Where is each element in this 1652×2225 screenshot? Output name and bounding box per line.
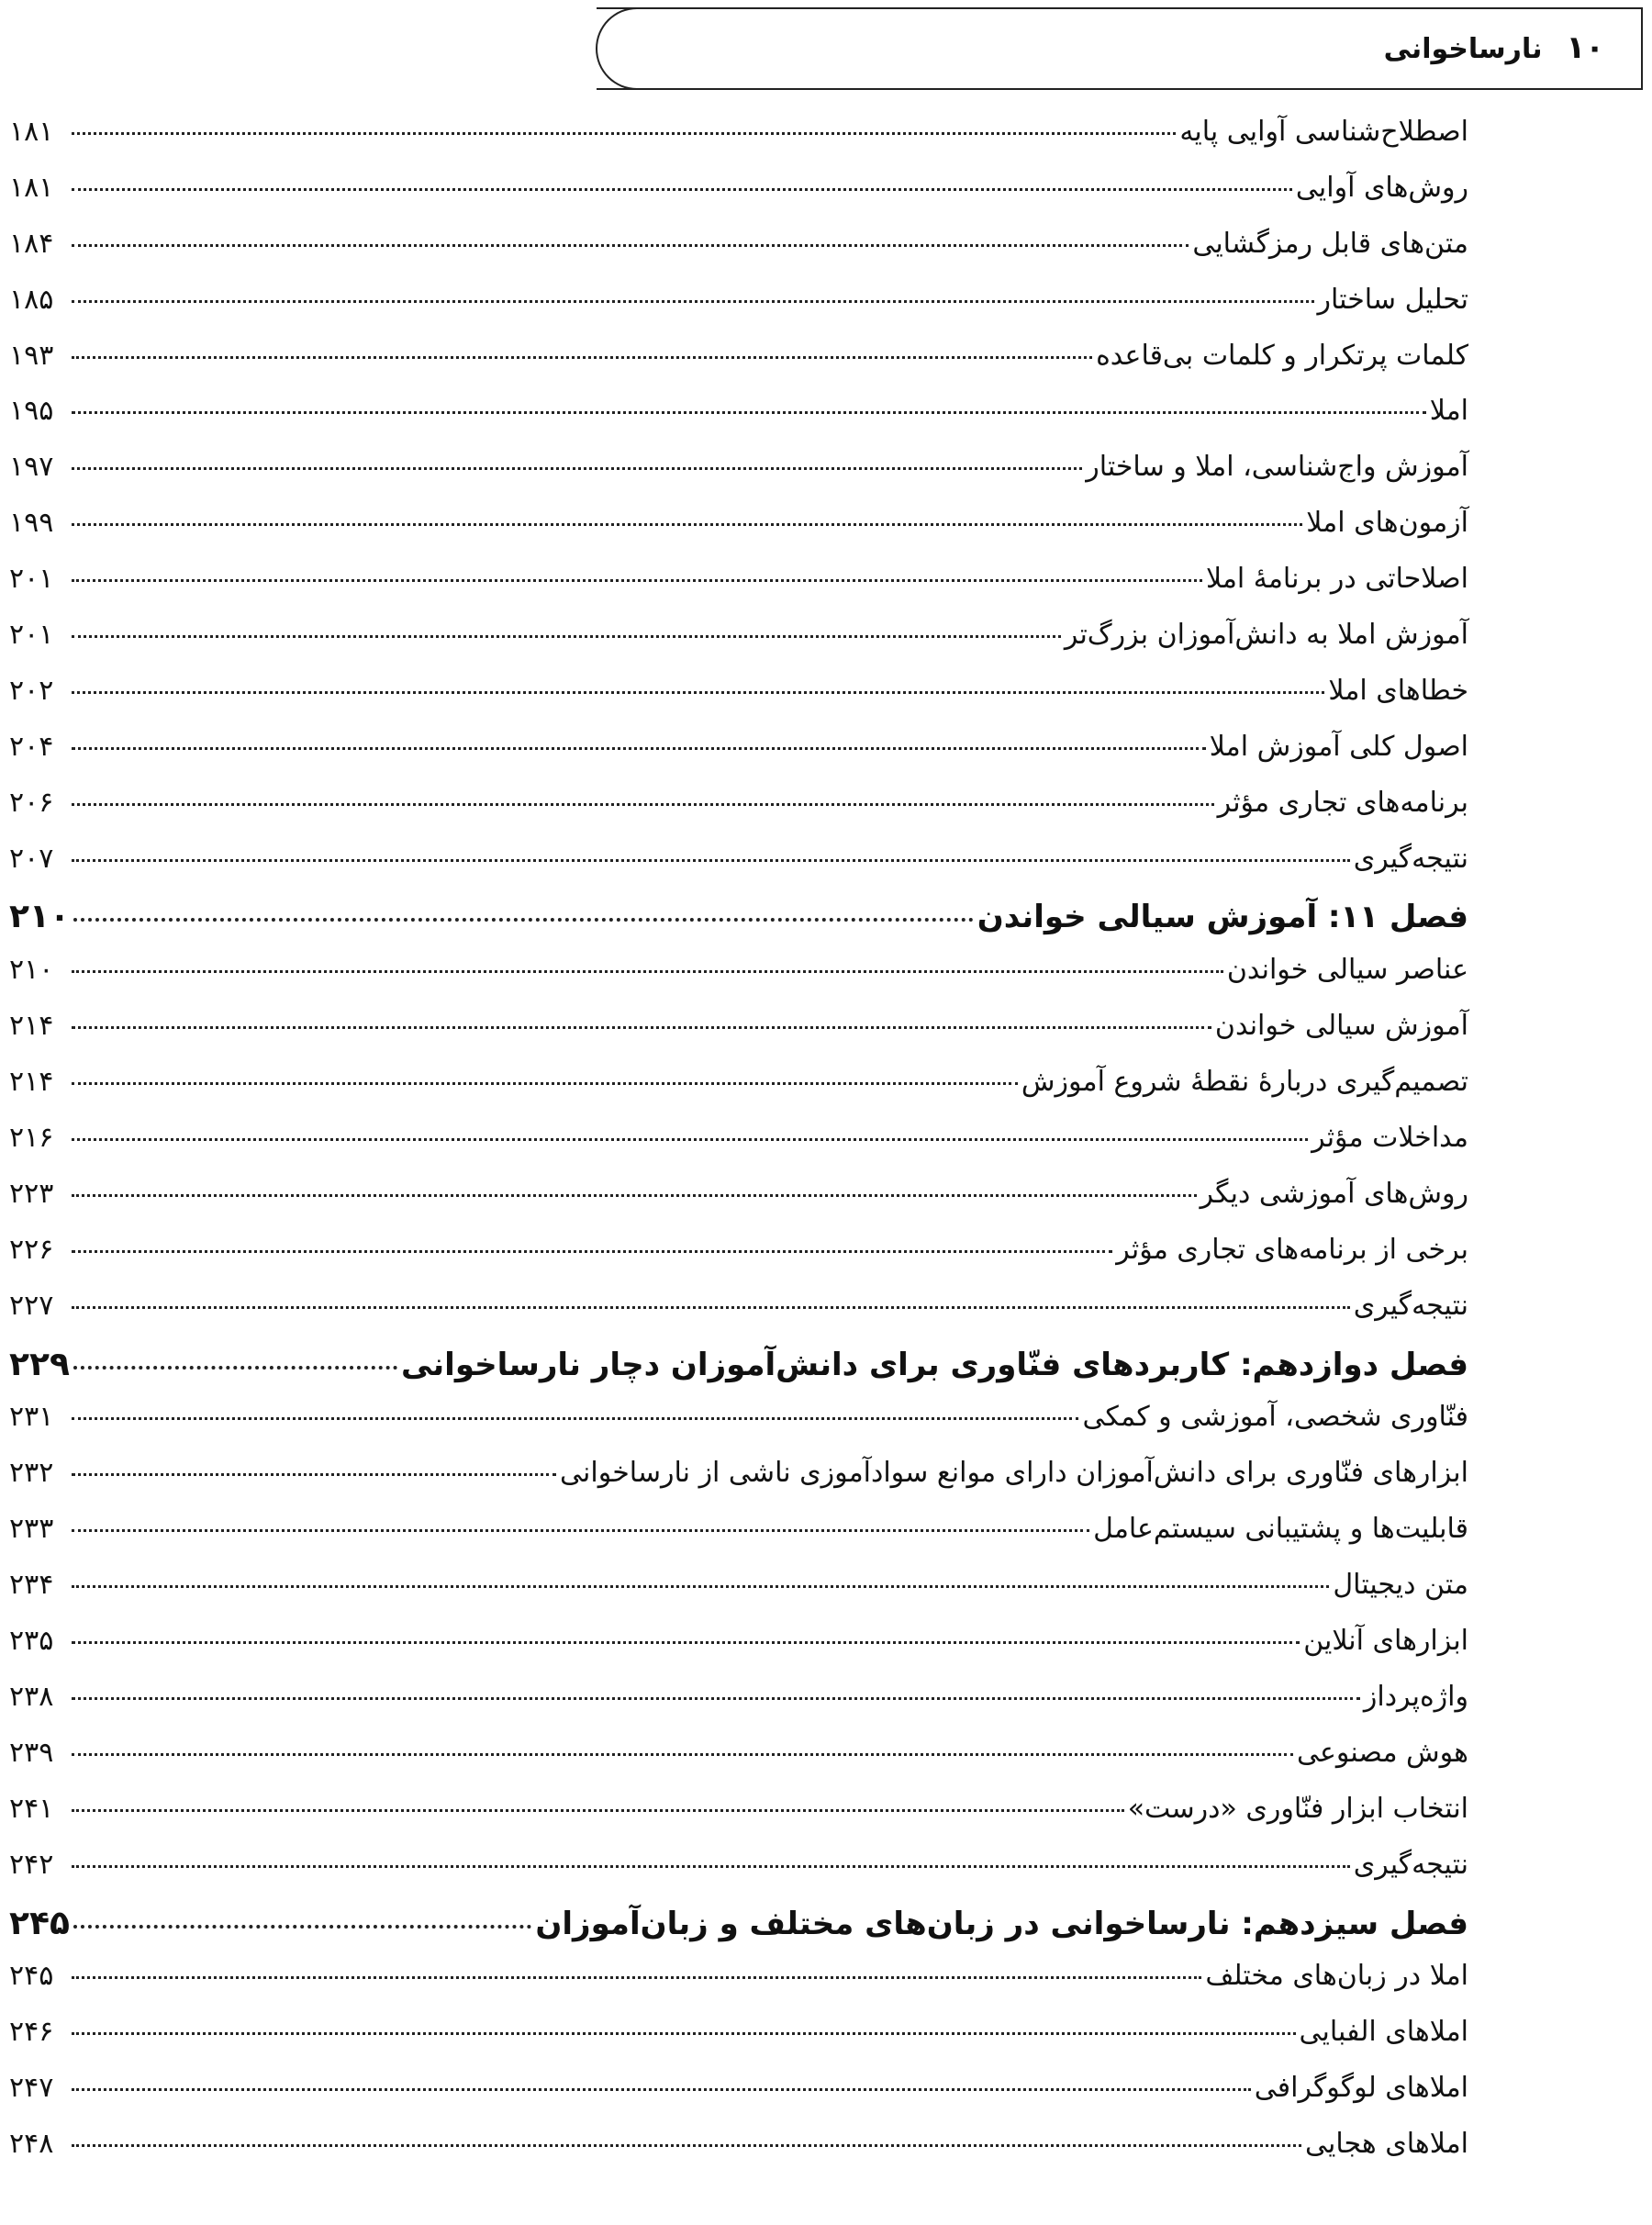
toc-entry-title: اصلاحاتی در برنامهٔ املا: [1205, 563, 1468, 596]
toc-entry-page-number: ۲۰۱: [9, 563, 54, 596]
toc-entry[interactable]: [9, 731, 1468, 787]
toc-entry-page-number: ۲۳۵: [9, 1625, 54, 1658]
toc-chapter-entry[interactable]: [9, 1905, 1468, 1961]
toc-entry-title: آزمون‌های املا: [1306, 507, 1468, 540]
toc-entry-title: روش‌های آوایی: [1295, 171, 1468, 204]
toc-entry-title: فصل سیزدهم: نارساخوانی در زبان‌های مختلف و زبان‌آموزان: [535, 1905, 1468, 1942]
toc-entry[interactable]: [9, 1681, 1468, 1737]
toc-entry-page-number: ۱۹۵: [9, 395, 54, 428]
toc-entry-page-number: ۲۲۳: [9, 1177, 54, 1210]
toc-entry[interactable]: [9, 2128, 1468, 2184]
header-content: [1384, 29, 1604, 66]
toc-entry-title: املاهای هجایی: [1305, 2128, 1468, 2161]
dot-leader: [72, 859, 1350, 862]
toc-entry-page-number: ۲۱۴: [9, 1010, 54, 1043]
dot-leader: [72, 1976, 1201, 1979]
dot-leader: [73, 1366, 397, 1370]
dot-leader: [72, 1026, 1211, 1029]
dot-leader: [73, 1925, 531, 1929]
toc-entry[interactable]: [9, 1178, 1468, 1234]
dot-leader: [72, 356, 1092, 359]
toc-entry-page-number: ۲۴۵: [9, 1960, 54, 1993]
dot-leader: [72, 1473, 556, 1476]
toc-entry[interactable]: [9, 228, 1468, 284]
toc-entry-title: آموزش املا به دانش‌آموزان بزرگ‌تر: [1064, 619, 1468, 652]
toc-entry[interactable]: [9, 395, 1468, 451]
toc-entry-page-number: ۲۲۶: [9, 1233, 54, 1266]
toc-entry-page-number: ۲۱۴: [9, 1066, 54, 1099]
toc-entry[interactable]: [9, 340, 1468, 396]
toc-entry-page-number: ۲۴۲: [9, 1848, 54, 1881]
dot-leader: [72, 1753, 1293, 1756]
toc-entry-title: فنّاوری شخصی، آموزشی و کمکی: [1082, 1401, 1468, 1434]
toc-entry-page-number: ۱۹۷: [9, 451, 54, 484]
toc-entry[interactable]: [9, 563, 1468, 619]
toc-entry-page-number: ۱۸۵: [9, 283, 54, 316]
toc-entry[interactable]: [9, 1737, 1468, 1793]
toc-entry[interactable]: [9, 451, 1468, 507]
toc-entry[interactable]: [9, 1960, 1468, 2016]
toc-entry-title: اصول کلی آموزش املا: [1209, 730, 1468, 763]
toc-entry-page-number: ۲۳۳: [9, 1513, 54, 1546]
toc-entry-page-number: ۲۰۷: [9, 842, 54, 875]
toc-entry[interactable]: [9, 1234, 1468, 1290]
dot-leader: [72, 1641, 1300, 1644]
toc-entry-title: نتیجه‌گیری: [1353, 1289, 1468, 1322]
toc-chapter-entry[interactable]: [9, 1346, 1468, 1402]
page-number: ۱۰: [1566, 29, 1604, 66]
toc-entry-title: خطاهای املا: [1328, 674, 1468, 707]
dot-leader: [72, 2144, 1301, 2147]
toc-entry[interactable]: [9, 1569, 1468, 1625]
toc-entry-title: برخی از برنامه‌های تجاری مؤثر: [1116, 1233, 1468, 1266]
dot-leader: [72, 244, 1189, 247]
running-title: نارساخوانی: [1383, 33, 1543, 65]
toc-entry[interactable]: [9, 1793, 1468, 1849]
toc-entry-title: املاهای لوگوگرافی: [1254, 2072, 1468, 2105]
toc-entry-page-number: ۱۹۹: [9, 507, 54, 540]
toc-entry-page-number: ۱۹۳: [9, 339, 54, 372]
dot-leader: [72, 132, 1176, 135]
toc-entry-page-number: ۲۴۱: [9, 1792, 54, 1825]
toc-entry-title: فصل دوازدهم: کاربردهای فنّاوری برای دانش‌آموزان دچار نارساخوانی: [401, 1346, 1468, 1383]
toc-entry-page-number: ۲۱۰: [9, 954, 54, 987]
running-header: [597, 7, 1643, 90]
dot-leader: [72, 1194, 1197, 1197]
toc-entry-page-number: ۲۲۷: [9, 1289, 54, 1322]
toc-entry-page-number: ۲۰۴: [9, 730, 54, 763]
toc-entry-title: تصمیم‌گیری دربارهٔ نقطهٔ شروع آموزش: [1021, 1066, 1468, 1099]
toc-entry-page-number: ۲۳۹: [9, 1736, 54, 1769]
dot-leader: [72, 300, 1314, 303]
toc-entry-page-number: ۱۸۴: [9, 227, 54, 260]
toc-entry[interactable]: [9, 2016, 1468, 2072]
toc-entry-title: املا: [1429, 395, 1468, 428]
dot-leader: [72, 1529, 1089, 1532]
toc-entry-page-number: ۲۱۶: [9, 1122, 54, 1155]
table-of-contents: [9, 116, 1468, 2184]
dot-leader: [72, 691, 1324, 694]
toc-entry[interactable]: [9, 843, 1468, 899]
toc-entry-title: واژه‌پرداز: [1363, 1680, 1468, 1713]
toc-entry[interactable]: [9, 1625, 1468, 1681]
dot-leader: [72, 1865, 1350, 1868]
toc-entry[interactable]: [9, 1290, 1468, 1346]
toc-entry[interactable]: [9, 172, 1468, 228]
toc-entry[interactable]: [9, 507, 1468, 563]
toc-entry-page-number: ۲۴۵: [9, 1904, 70, 1942]
toc-entry-page-number: ۲۲۹: [9, 1345, 70, 1383]
toc-entry-title: متن‌های قابل رمزگشایی: [1192, 227, 1468, 260]
toc-entry-page-number: ۲۴۷: [9, 2072, 54, 2105]
dot-leader: [72, 411, 1426, 414]
toc-entry[interactable]: [9, 1066, 1468, 1122]
toc-entry-page-number: ۱۸۱: [9, 171, 54, 204]
toc-entry-title: متن دیجیتال: [1333, 1569, 1468, 1602]
toc-entry-title: املا در زبان‌های مختلف: [1205, 1960, 1468, 1993]
toc-entry-page-number: ۲۳۴: [9, 1569, 54, 1602]
toc-entry-title: کلمات پرتکرار و کلمات بی‌قاعده: [1096, 339, 1468, 372]
toc-entry-title: آموزش واج‌شناسی، املا و ساختار: [1086, 451, 1468, 484]
toc-entry-page-number: ۲۰۲: [9, 674, 54, 707]
dot-leader: [72, 970, 1223, 973]
toc-entry-title: مداخلات مؤثر: [1312, 1122, 1468, 1155]
toc-entry-page-number: ۲۴۶: [9, 2016, 54, 2049]
dot-leader: [72, 1250, 1112, 1253]
toc-entry-title: نتیجه‌گیری: [1353, 1848, 1468, 1881]
toc-entry-title: ابزارهای آنلاین: [1303, 1625, 1468, 1658]
dot-leader: [72, 2088, 1251, 2091]
toc-entry[interactable]: [9, 954, 1468, 1010]
toc-entry[interactable]: [9, 619, 1468, 675]
toc-entry-title: نتیجه‌گیری: [1353, 842, 1468, 875]
toc-entry-page-number: ۲۴۸: [9, 2128, 54, 2161]
toc-entry-title: انتخاب ابزار فنّاوری «درست»: [1127, 1792, 1468, 1825]
toc-entry-page-number: ۲۳۲: [9, 1457, 54, 1490]
toc-entry-page-number: ۱۸۱: [9, 116, 54, 148]
toc-entry-title: اصطلاح‌شناسی آوایی پایه: [1179, 116, 1468, 148]
toc-entry-title: املاهای الفبایی: [1299, 2016, 1468, 2049]
toc-entry[interactable]: [9, 1513, 1468, 1569]
toc-entry-page-number: ۲۱۰: [9, 898, 70, 936]
dot-leader: [72, 1138, 1308, 1141]
toc-entry[interactable]: [9, 2072, 1468, 2128]
toc-entry[interactable]: [9, 116, 1468, 172]
toc-entry[interactable]: [9, 1849, 1468, 1905]
toc-entry-page-number: ۲۰۶: [9, 786, 54, 819]
dot-leader: [72, 1697, 1360, 1700]
dot-leader: [72, 635, 1061, 638]
toc-entry-title: فصل ۱۱: آموزش سیالی خواندن: [977, 899, 1468, 936]
dot-leader: [72, 188, 1292, 191]
toc-entry-title: آموزش سیالی خواندن: [1214, 1010, 1468, 1043]
toc-entry[interactable]: [9, 284, 1468, 340]
toc-entry[interactable]: [9, 1457, 1468, 1513]
toc-entry-title: ابزارهای فنّاوری برای دانش‌آموزان دارای موانع سوادآموزی ناشی از نارساخوانی: [560, 1457, 1468, 1490]
toc-entry-page-number: ۲۳۸: [9, 1680, 54, 1713]
dot-leader: [72, 2032, 1296, 2035]
toc-chapter-entry[interactable]: [9, 898, 1468, 954]
toc-entry-title: قابلیت‌ها و پشتیبانی سیستم‌عامل: [1093, 1513, 1468, 1546]
dot-leader: [72, 1809, 1124, 1812]
toc-entry[interactable]: [9, 1010, 1468, 1066]
dot-leader: [72, 1082, 1018, 1085]
dot-leader: [72, 523, 1302, 526]
toc-entry-title: برنامه‌های تجاری مؤثر: [1217, 786, 1468, 819]
dot-leader: [72, 803, 1214, 806]
dot-leader: [72, 1417, 1078, 1420]
toc-entry-title: تحلیل ساختار: [1317, 283, 1468, 316]
dot-leader: [72, 467, 1082, 470]
dot-leader: [72, 579, 1202, 582]
toc-entry[interactable]: [9, 1401, 1468, 1457]
toc-entry[interactable]: [9, 675, 1468, 731]
toc-entry-page-number: ۲۰۱: [9, 619, 54, 652]
toc-entry-page-number: ۲۳۱: [9, 1401, 54, 1434]
toc-entry[interactable]: [9, 787, 1468, 843]
toc-entry-title: عناصر سیالی خواندن: [1226, 954, 1468, 987]
toc-entry-title: هوش مصنوعی: [1296, 1736, 1468, 1769]
dot-leader: [72, 1306, 1350, 1309]
toc-entry-title: روش‌های آموزشی دیگر: [1200, 1177, 1468, 1210]
dot-leader: [72, 747, 1206, 750]
dot-leader: [73, 918, 974, 922]
toc-entry[interactable]: [9, 1122, 1468, 1178]
dot-leader: [72, 1585, 1329, 1588]
